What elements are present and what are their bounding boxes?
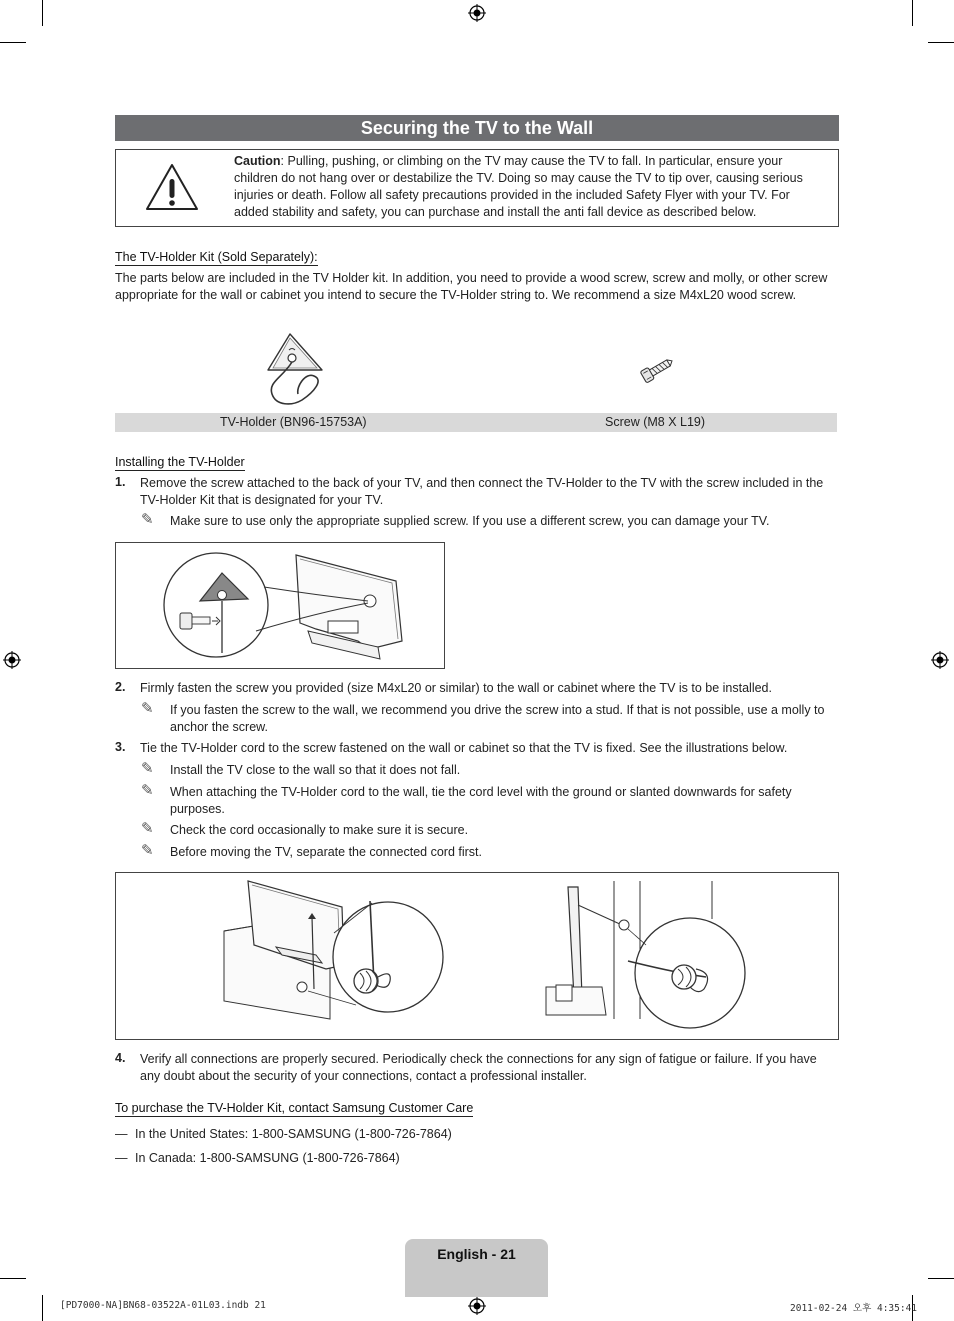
footer-timestamp: 2011-02-24 오후 4:35:41 xyxy=(790,1303,918,1314)
pencil-note-icon: ✎ xyxy=(141,842,154,859)
step-3-note: Check the cord occasionally to make sure it is secure. xyxy=(170,823,469,837)
caution-label: Caution xyxy=(234,154,281,168)
footer-file-info: [PD7000-NA]BN68-03522A-01L03.indb 21 xyxy=(60,1300,266,1311)
screw-icon xyxy=(638,352,676,386)
pencil-note-icon: ✎ xyxy=(141,782,154,799)
registration-mark-icon xyxy=(468,1297,486,1315)
part-label-screw: Screw (M8 X L19) xyxy=(605,415,706,429)
step-number: 1. xyxy=(115,475,126,489)
pencil-note-icon: ✎ xyxy=(141,760,154,777)
install-heading-text: Installing the TV-Holder xyxy=(115,455,245,469)
kit-heading xyxy=(115,248,318,266)
step-number: 3. xyxy=(115,740,126,754)
caution-text xyxy=(234,153,824,221)
purchase-heading xyxy=(115,1099,473,1117)
page-number: English - 21 xyxy=(437,1246,516,1262)
pencil-note-icon: ✎ xyxy=(141,700,154,717)
step-3-note: Before moving the TV, separate the connected cord first. xyxy=(170,845,482,859)
contact-canada: In Canada: 1-800-SAMSUNG (1-800-726-7864) xyxy=(135,1151,400,1165)
step-4-text: Verify all connections are properly secured. Periodically check the connections for any sign of fatigue or failure. If you have any doubt about the security of your connections, contact a professional installer. xyxy=(140,1052,817,1083)
crop-mark xyxy=(42,0,43,26)
attach-holder-illustration xyxy=(116,543,442,666)
kit-intro: The parts below are included in the TV Holder kit. In addition, you need to provide a wood screw, screw and molly, or other screw appropriate for the wall or cabinet you intend to secure the TV-Holder string to. We recommend a size M4xL20 wood screw. xyxy=(115,271,828,302)
crop-mark xyxy=(928,1278,954,1279)
purchase-heading-text: To purchase the TV-Holder Kit, contact Samsung Customer Care xyxy=(115,1101,474,1115)
part-label-tv-holder: TV-Holder (BN96-15753A) xyxy=(220,415,367,429)
crop-mark xyxy=(42,1295,43,1321)
step-3-text: Tie the TV-Holder cord to the screw fastened on the wall or cabinet so that the TV is fixed. See the illustrations below. xyxy=(140,741,788,755)
step-3-note: When attaching the TV-Holder cord to the wall, tie the cord level with the ground or slanted downwards for safety purposes. xyxy=(170,785,792,816)
step-number: 2. xyxy=(115,680,126,694)
registration-mark-icon xyxy=(468,4,486,22)
crop-mark xyxy=(0,1278,26,1279)
dash-bullet: — xyxy=(115,1127,128,1141)
tie-cord-illustration xyxy=(116,873,836,1037)
registration-mark-icon xyxy=(931,651,949,669)
step-1-text: Remove the screw attached to the back of your TV, and then connect the TV-Holder to the TV with the screw included in the TV-Holder Kit that is designated for your TV. xyxy=(140,476,824,507)
parts-label-bar xyxy=(115,413,837,432)
install-heading xyxy=(115,453,245,471)
registration-mark-icon xyxy=(3,651,21,669)
crop-mark xyxy=(912,0,913,26)
step-2-note: If you fasten the screw to the wall, we recommend you drive the screw into a stud. If that is not possible, use a molly to anchor the screw. xyxy=(170,703,825,734)
crop-mark xyxy=(928,42,954,43)
contact-us: In the United States: 1-800-SAMSUNG (1-800-726-7864) xyxy=(135,1127,452,1141)
step-3-note: Install the TV close to the wall so that it does not fall. xyxy=(170,763,461,777)
kit-heading-text: The TV-Holder Kit (Sold Separately): xyxy=(115,250,318,264)
tv-holder-icon xyxy=(262,330,328,408)
page-title: Securing the TV to the Wall xyxy=(115,115,839,141)
pencil-note-icon: ✎ xyxy=(141,820,154,837)
step-2-text: Firmly fasten the screw you provided (size M4xL20 or similar) to the wall or cabinet where the TV is to be installed. xyxy=(140,681,772,695)
crop-mark xyxy=(0,42,26,43)
warning-triangle-icon xyxy=(144,162,200,212)
step-number: 4. xyxy=(115,1051,126,1065)
caution-body: : Pulling, pushing, or climbing on the TV may cause the TV to fall. In particular, ensure your children do not hang over or destabilize the TV. Doing so may cause the TV to tip over, causing serious injuries or death. Follow all safety precautions provided in the included Safety Flyer with your TV. For added stability and safety, you can purchase and install the anti fall device as described below. xyxy=(234,154,803,219)
step-1-note: Make sure to use only the appropriate supplied screw. If you use a different screw, you can damage your TV. xyxy=(170,514,770,528)
dash-bullet: — xyxy=(115,1151,128,1165)
pencil-note-icon: ✎ xyxy=(141,511,154,528)
